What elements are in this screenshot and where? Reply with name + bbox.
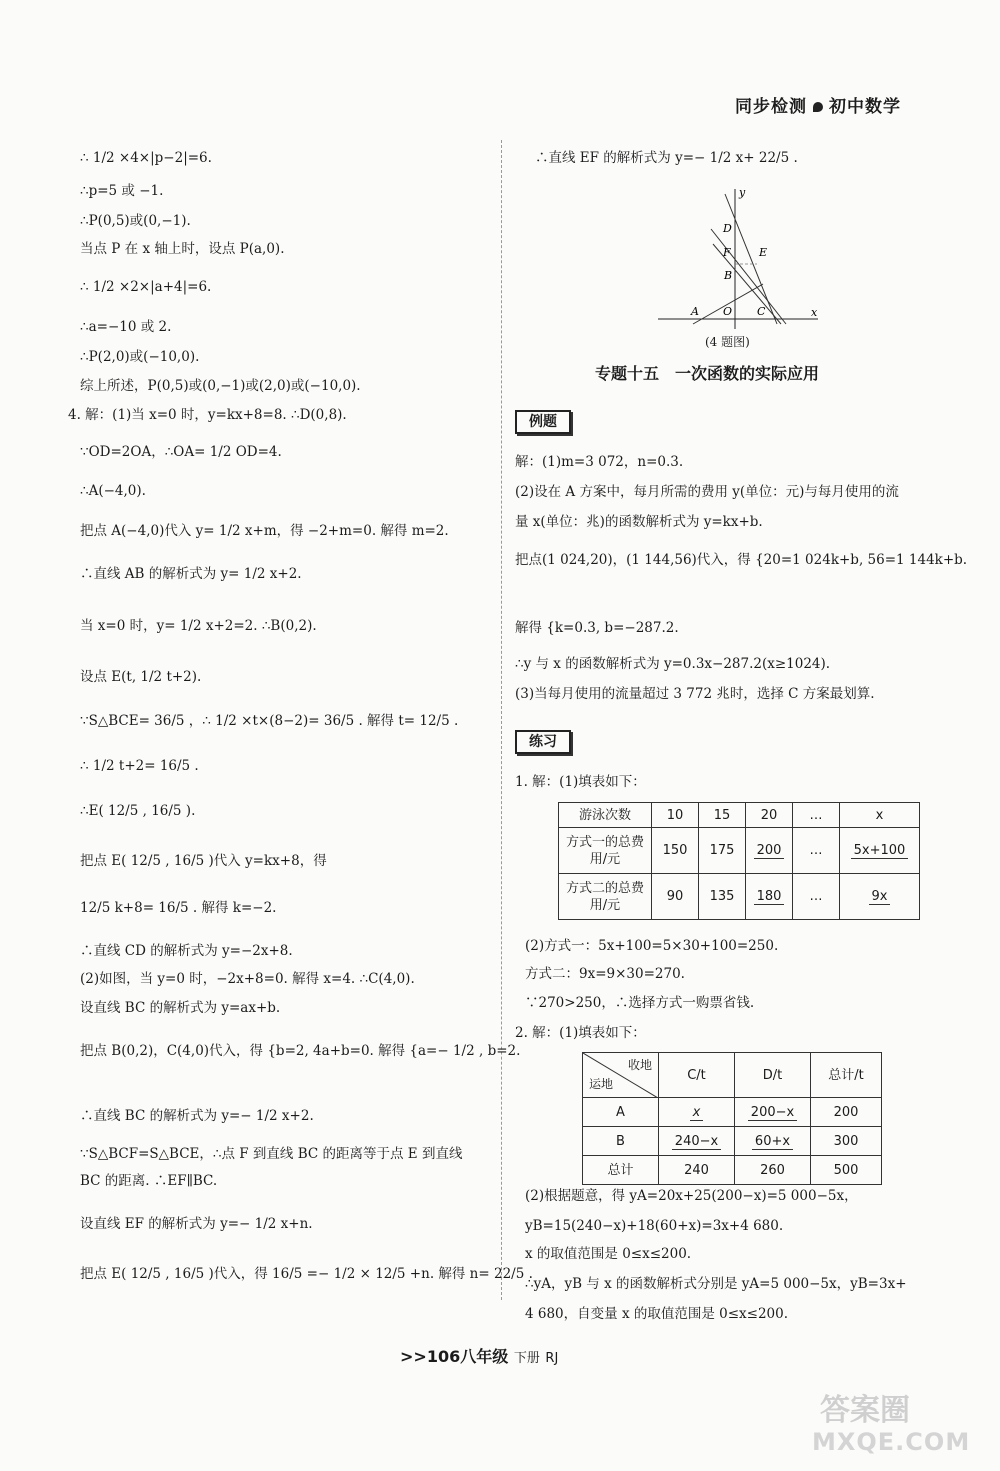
solution-line: 当点 P 在 x 轴上时，设点 P(a,0). xyxy=(80,241,285,257)
table-cell: 方式二的总费用/元 xyxy=(559,874,652,920)
table-cell xyxy=(659,1127,735,1156)
solution-line: ∴直线 BC 的解析式为 y=− 1/2 x+2. xyxy=(80,1108,314,1124)
watermark-url: MXQE.COM xyxy=(812,1428,971,1456)
example-line: ∴y 与 x 的函数解析式为 y=0.3x−287.2(x≥1024). xyxy=(515,656,831,672)
example-line: 量 x(单位：兆)的函数解析式为 y=kx+b. xyxy=(515,514,763,530)
solution-line: ∴直线 AB 的解析式为 y= 1/2 x+2. xyxy=(80,566,302,582)
solution-line: 设直线 EF 的解析式为 y=− 1/2 x+n. xyxy=(80,1216,313,1232)
table-cell: 175 xyxy=(699,828,746,874)
table-cell: 10 xyxy=(652,803,699,828)
label-y: y xyxy=(739,186,746,199)
volume-label: 下册 xyxy=(513,1351,540,1366)
page-number: 106 xyxy=(426,1347,461,1366)
label-x: x xyxy=(811,306,818,319)
solution-line: ∵S△BCE= 36/5 ，∴ 1/2 ×t×(8−2)= 36/5 . 解得 t= 12/5 . xyxy=(80,713,459,729)
corner-bottom-label: 运地 xyxy=(589,1077,614,1091)
solution-line: ∴P(2,0)或(−10,0). xyxy=(80,349,200,365)
header-subject: 初中数学 xyxy=(829,97,901,117)
table-cell: 总计/t xyxy=(811,1053,882,1098)
solution-line: 把点 E( 12/5 , 16/5 )代入 y=kx+8，得 xyxy=(80,853,327,869)
solution-line: ∵OD=2OA，∴OA= 1/2 OD=4. xyxy=(80,444,282,460)
label-d: D xyxy=(723,222,732,235)
answer-blank: 200−x xyxy=(748,1105,797,1121)
table-cell: B xyxy=(583,1127,659,1156)
table-cell xyxy=(735,1098,811,1127)
line-cd xyxy=(725,194,777,324)
footer-arrows: >> xyxy=(400,1347,427,1366)
solution-line: 方式二：9x=9×30=270. xyxy=(525,966,685,982)
answer-blank: 5x+100 xyxy=(851,843,909,859)
table-cell xyxy=(746,874,793,920)
solution-line: ∴ 1/2 t+2= 16/5 . xyxy=(80,758,199,774)
example-line: 把点(1 024,20)，(1 144,56)代入，得 {20=1 024k+b, 56=1 144k+b. xyxy=(515,552,968,568)
solution-line: 把点 A(−4,0)代入 y= 1/2 x+m，得 −2+m=0. 解得 m=2. xyxy=(80,523,449,539)
table-cell: 150 xyxy=(652,828,699,874)
solution-line: yB=15(240−x)+18(60+x)=3x+4 680. xyxy=(525,1218,784,1234)
label-o: O xyxy=(723,305,733,318)
table-row xyxy=(559,828,920,874)
problem-2-intro: 2. 解：(1)填表如下： xyxy=(515,1025,646,1041)
solution-line: 4 680，自变量 x 的取值范围是 0≤x≤200. xyxy=(525,1306,789,1322)
label-a: A xyxy=(691,305,699,318)
answer-blank: 240−x xyxy=(672,1134,721,1150)
column-divider xyxy=(501,140,502,1300)
table-cell: 20 xyxy=(746,803,793,828)
table-cell: C/t xyxy=(659,1053,735,1098)
solution-line: ∴ 1/2 ×4×|p−2|=6. xyxy=(80,150,212,166)
problem-4-start: 4. 解：(1)当 x=0 时，y=kx+8=8. ∴D(0,8). xyxy=(68,407,347,423)
solution-line: x 的取值范围是 0≤x≤200. xyxy=(525,1246,692,1262)
page-header xyxy=(735,92,901,117)
example-badge: 例题 xyxy=(515,410,571,434)
solution-line: ∴A(−4,0). xyxy=(80,483,146,499)
solution-line: ∵270>250，∴选择方式一购票省钱. xyxy=(525,995,755,1011)
table-cell: … xyxy=(793,828,840,874)
table-cell: 135 xyxy=(699,874,746,920)
table-cell: 300 xyxy=(811,1127,882,1156)
example-line: 解得 {k=0.3, b=−287.2. xyxy=(515,620,679,636)
table-cell: 90 xyxy=(652,874,699,920)
table-row xyxy=(559,874,920,920)
solution-line: 把点 B(0,2)，C(4,0)代入，得 {b=2, 4a+b=0. 解得 {a=− 1/2 , b=2. xyxy=(80,1043,521,1059)
answer-blank: x xyxy=(690,1105,704,1121)
table-cell: D/t xyxy=(735,1053,811,1098)
label-c: C xyxy=(757,305,766,318)
solution-line: 把点 E( 12/5 , 16/5 )代入，得 16/5 =− 1/2 × 12/5 +n. 解得 n= 22/5 . xyxy=(80,1266,533,1282)
table-cell: 500 xyxy=(811,1156,882,1185)
solution-line: ∴yA，yB 与 x 的函数解析式分别是 yA=5 000−5x，yB=3x+ xyxy=(525,1276,907,1292)
solution-line: (2)方式一：5x+100=5×30+100=250. xyxy=(525,938,779,954)
solution-line: 12/5 k+8= 16/5 . 解得 k=−2. xyxy=(80,900,277,916)
answer-blank: 60+x xyxy=(752,1134,793,1150)
solution-line: ∵S△BCF=S△BCE，∴点 F 到直线 BC 的距离等于点 E 到直线 xyxy=(80,1146,463,1162)
watermark-logo: 答案圈 xyxy=(820,1393,910,1428)
table-cell xyxy=(840,874,920,920)
solution-line: ∴直线 EF 的解析式为 y=− 1/2 x+ 22/5 . xyxy=(535,150,798,166)
answer-blank: 200 xyxy=(754,843,785,859)
table-row xyxy=(559,803,920,828)
grade-label: 八年级 xyxy=(460,1347,509,1366)
problem-1-intro: 1. 解：(1)填表如下： xyxy=(515,774,646,790)
table-cell: 200 xyxy=(811,1098,882,1127)
label-e: E xyxy=(759,246,768,259)
example-line: (3)当每月使用的流量超过 3 772 兆时，选择 C 方案最划算. xyxy=(515,686,875,702)
bulb-icon xyxy=(813,102,823,112)
solution-line: ∴p=5 或 −1. xyxy=(80,183,164,199)
solution-line: 设点 E(t, 1/2 t+2). xyxy=(80,669,202,685)
solution-line: (2)如图，当 y=0 时，−2x+8=0. 解得 x=4. ∴C(4,0). xyxy=(80,971,415,987)
page-footer xyxy=(400,1344,558,1367)
solution-line: ∴ 1/2 ×2×|a+4|=6. xyxy=(80,279,212,295)
solution-line: ∴E( 12/5 , 16/5 ). xyxy=(80,803,196,819)
table-cell xyxy=(735,1127,811,1156)
table-cell: 15 xyxy=(699,803,746,828)
table-cell: 260 xyxy=(735,1156,811,1185)
transport-table xyxy=(582,1052,882,1185)
table-row xyxy=(583,1156,882,1185)
table-cell: … xyxy=(793,803,840,828)
example-line: (2)设在 A 方案中，每月所需的费用 y(单位：元)与每月使用的流 xyxy=(515,484,899,500)
table-cell: 总计 xyxy=(583,1156,659,1185)
solution-line: 当 x=0 时，y= 1/2 x+2=2. ∴B(0,2). xyxy=(80,618,317,634)
section-title: 专题十五 一次函数的实际应用 xyxy=(595,364,820,383)
solution-line: 综上所述，P(0,5)或(0,−1)或(2,0)或(−10,0). xyxy=(80,378,361,394)
swim-cost-table xyxy=(558,802,920,920)
table-cell xyxy=(659,1098,735,1127)
solution-line: (2)根据题意，得 yA=20x+25(200−x)=5 000−5x， xyxy=(525,1188,858,1204)
table-corner-cell xyxy=(583,1053,659,1098)
figure-caption: (4 题图) xyxy=(705,335,750,349)
corner-top-label: 收地 xyxy=(627,1058,652,1072)
table-cell: … xyxy=(793,874,840,920)
solution-line: ∴P(0,5)或(0,−1). xyxy=(80,213,191,229)
answer-blank: 180 xyxy=(754,889,785,905)
table-row xyxy=(583,1098,882,1127)
table-cell xyxy=(746,828,793,874)
example-line: 解：(1)m=3 072，n=0.3. xyxy=(515,454,684,470)
table-cell: x xyxy=(840,803,920,828)
table-cell: 方式一的总费用/元 xyxy=(559,828,652,874)
table-row xyxy=(583,1127,882,1156)
answer-blank: 9x xyxy=(869,889,891,905)
practice-badge: 练习 xyxy=(515,730,571,754)
solution-line: 设直线 BC 的解析式为 y=ax+b. xyxy=(80,1000,281,1016)
table-cell: 240 xyxy=(659,1156,735,1185)
edition-label: RJ xyxy=(545,1351,559,1366)
solution-line: ∴a=−10 或 2. xyxy=(80,319,172,335)
label-b: B xyxy=(724,269,733,282)
table-cell: 游泳次数 xyxy=(559,803,652,828)
solution-line: BC 的距离. ∴EF∥BC. xyxy=(80,1173,218,1189)
solution-line: ∴直线 CD 的解析式为 y=−2x+8. xyxy=(80,943,293,959)
table-row xyxy=(583,1053,882,1098)
table-cell: A xyxy=(583,1098,659,1127)
problem-4-figure xyxy=(653,184,823,334)
table-cell xyxy=(840,828,920,874)
label-f: F xyxy=(723,246,731,259)
header-series: 同步检测 xyxy=(735,97,807,117)
